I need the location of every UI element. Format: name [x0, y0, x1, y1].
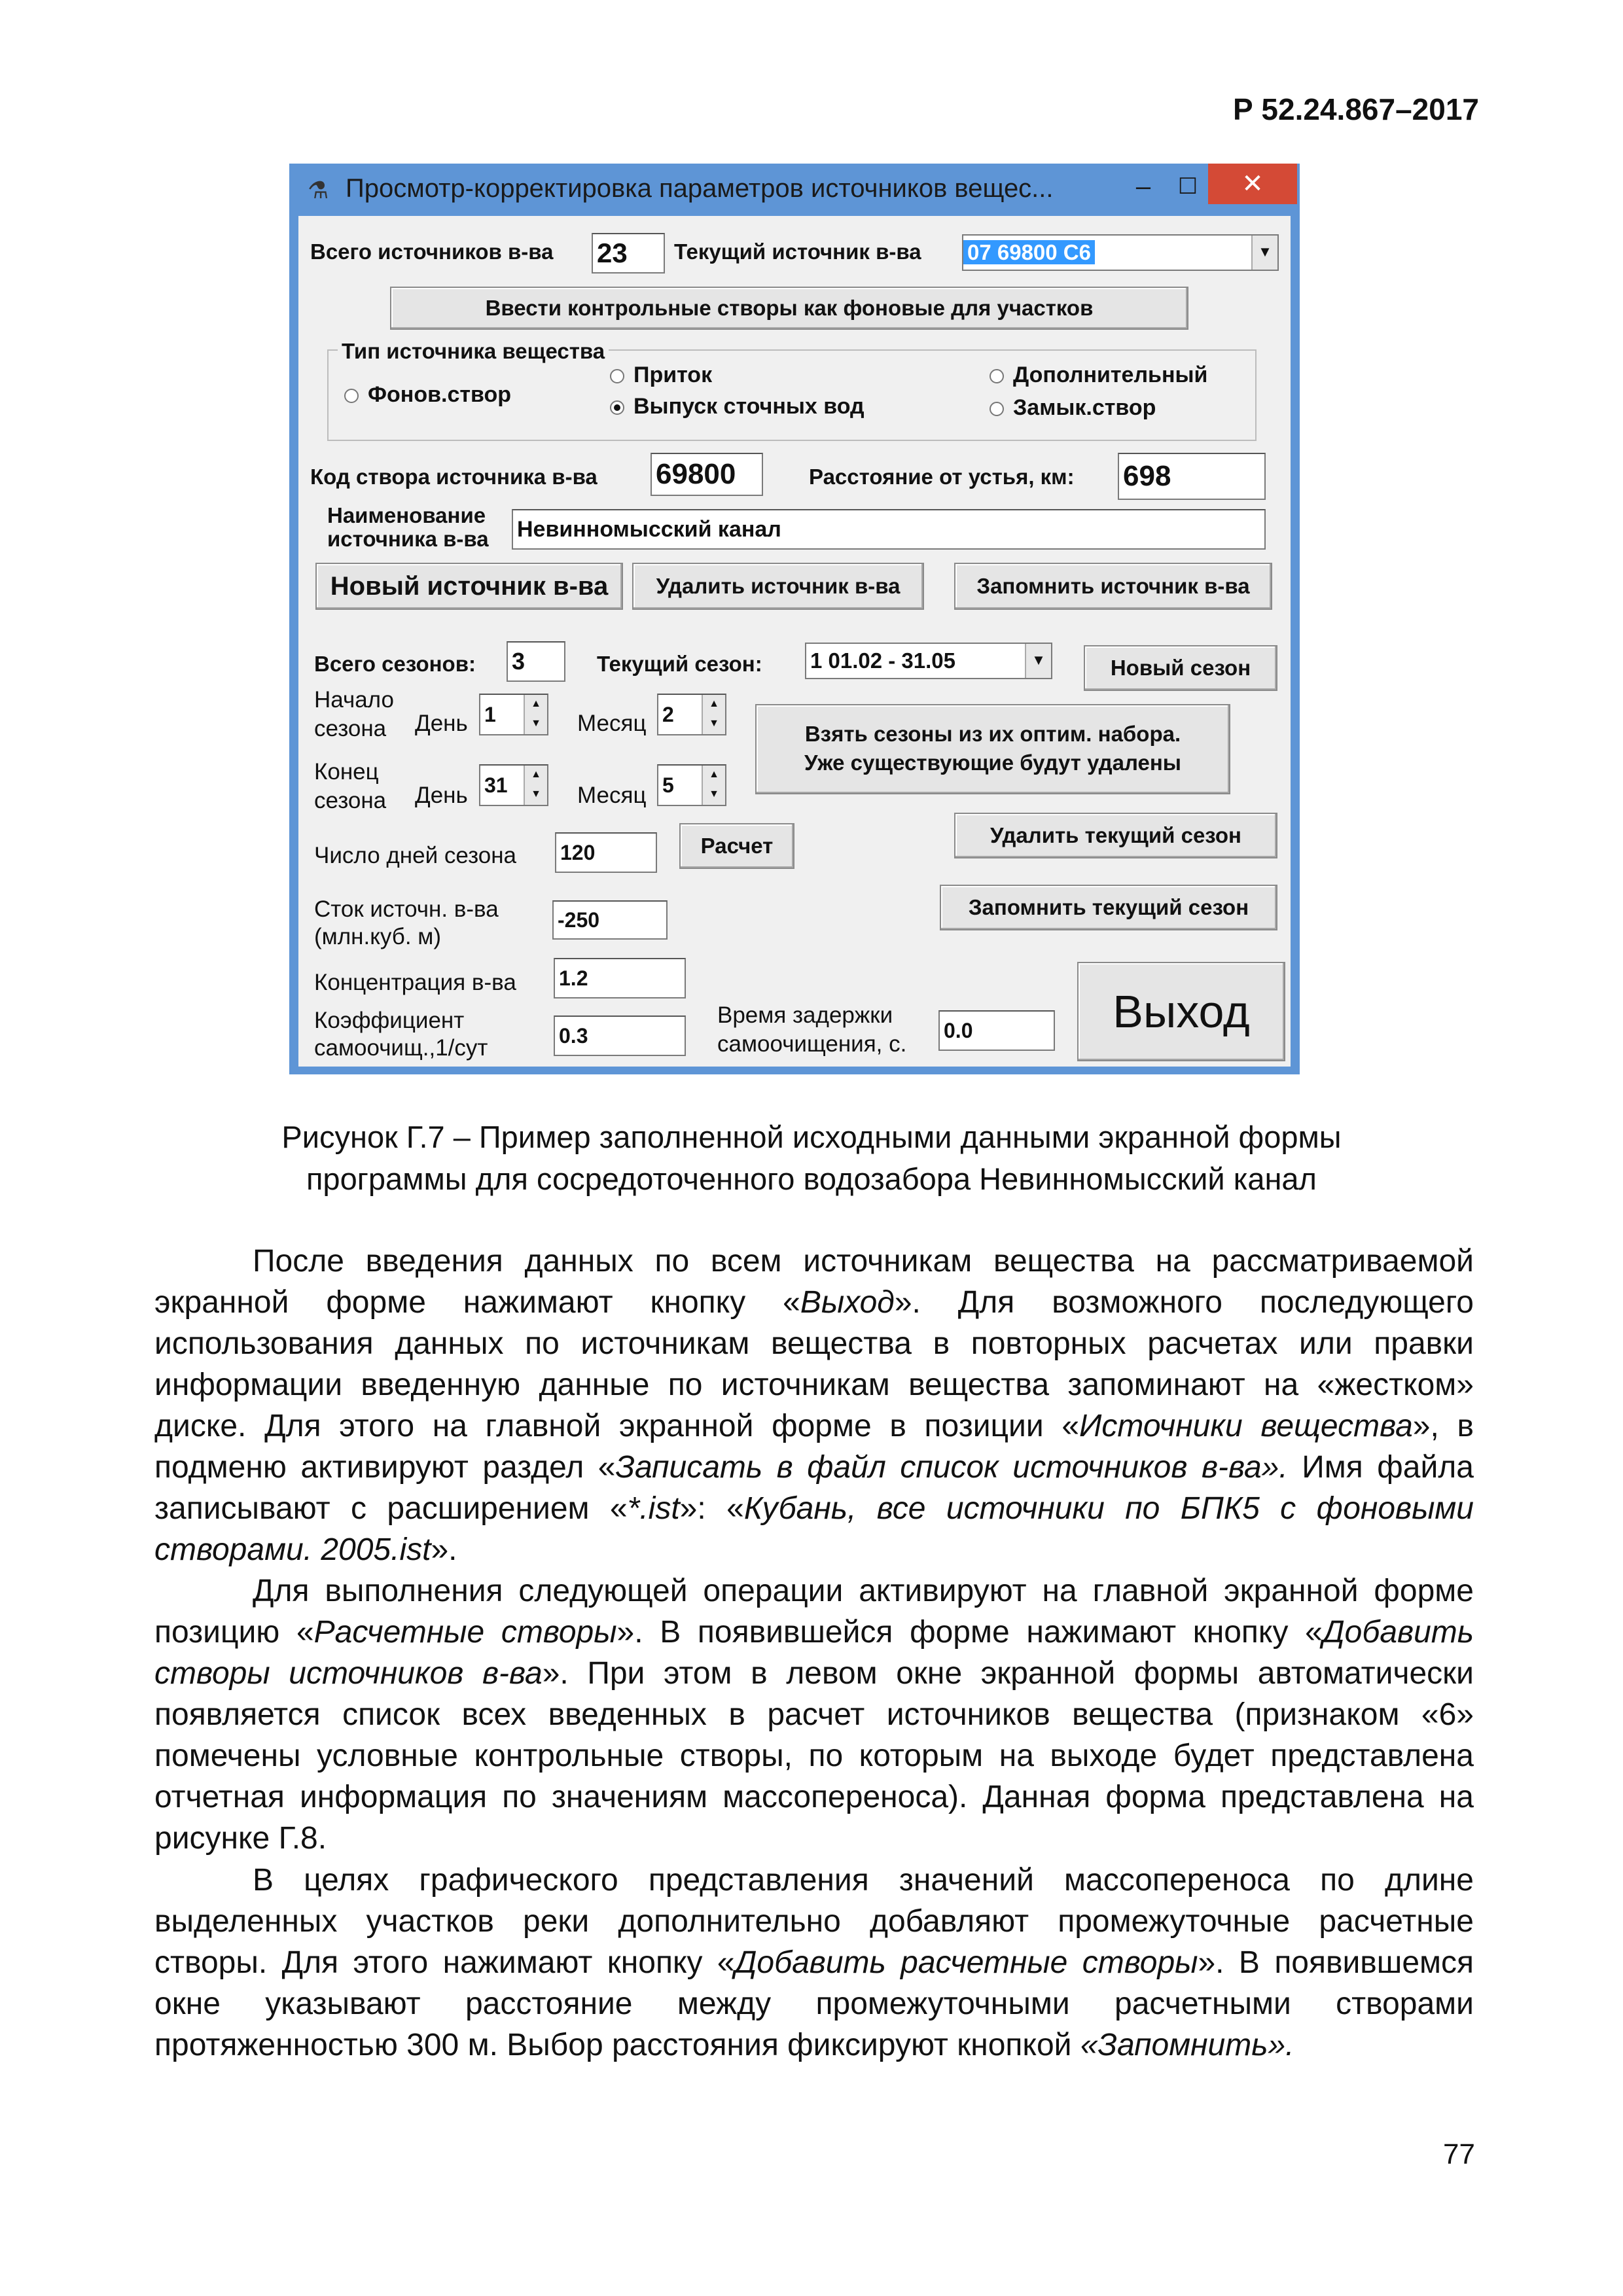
- distance-field[interactable]: 698: [1118, 453, 1266, 500]
- current-season-value: 1 01.02 - 31.05: [810, 648, 956, 673]
- radio-closing-label: Замык.створ: [1013, 395, 1156, 420]
- take-optimal-seasons-button[interactable]: [755, 704, 1230, 794]
- new-source-button[interactable]: Новый источник в-ва: [315, 563, 623, 610]
- total-seasons-field[interactable]: 3: [507, 641, 565, 682]
- take-seasons-line-1: Взять сезоны из их оптим. набора.: [804, 722, 1181, 746]
- total-sources-field[interactable]: 23: [592, 233, 665, 274]
- concentration-label: Концентрация в-ва: [314, 970, 516, 995]
- chevron-down-icon[interactable]: ▼: [1251, 236, 1277, 270]
- season-start-label-1: Начало: [314, 687, 394, 713]
- current-source-select[interactable]: [962, 234, 1279, 271]
- end-day-label: День: [415, 783, 468, 808]
- page-number: 77: [1443, 2138, 1475, 2170]
- total-sources-label: Всего источников в-ва: [310, 239, 554, 264]
- end-day-spinner[interactable]: [479, 764, 548, 806]
- start-month-spinner[interactable]: [657, 694, 726, 735]
- spin-arrows-icon[interactable]: ▲ ▼: [702, 766, 725, 805]
- radio-circle-icon: [610, 369, 624, 383]
- runoff-label-2: (млн.куб. м): [314, 924, 442, 949]
- radio-wastewater[interactable]: [610, 394, 865, 419]
- figure-caption-line-2: программы для сосредоточенного водозабора Невинномысский канал: [306, 1161, 1317, 1196]
- form-client-area: [298, 216, 1291, 1067]
- radio-circle-icon: [990, 402, 1004, 416]
- radio-tributary[interactable]: [610, 362, 712, 388]
- radio-circle-icon: [990, 369, 1004, 383]
- radio-circle-icon: [344, 389, 359, 403]
- start-day-spinner[interactable]: [479, 694, 548, 735]
- figure-caption-line-1: Рисунок Г.7 – Пример заполненной исходными данными экранной формы: [281, 1120, 1342, 1154]
- dialog-window: [289, 164, 1300, 1074]
- maximize-button[interactable]: ☐: [1177, 174, 1198, 199]
- save-season-button[interactable]: Запомнить текущий сезон: [940, 885, 1277, 930]
- save-source-button[interactable]: Запомнить источник в-ва: [954, 563, 1272, 610]
- exit-button[interactable]: Выход: [1077, 962, 1285, 1061]
- end-month-value: 5: [662, 773, 674, 797]
- days-count-field[interactable]: 120: [555, 832, 657, 873]
- radio-selected-icon: [610, 400, 624, 415]
- minimize-button[interactable]: –: [1135, 172, 1151, 201]
- radio-wastewater-label: Выпуск сточных вод: [633, 394, 865, 419]
- spin-arrows-icon[interactable]: ▲ ▼: [524, 766, 547, 805]
- total-seasons-label: Всего сезонов:: [314, 652, 476, 676]
- window-title: Просмотр-корректировка параметров источников вещес...: [346, 174, 1054, 203]
- chevron-down-icon[interactable]: ▼: [1025, 644, 1051, 678]
- calc-button[interactable]: Расчет: [679, 823, 794, 869]
- paragraph-3: В целях графического представления значений массопереноса по длине выделенных участков реки дополнительно добавляют промежуточные расчетные створы. Для этого нажимают кнопку «Добавить расчетные створы». В появившемся окне указывают расстояние между промежуточными расчетными створами протяженностью 300 м. Выбор расстояния фиксируют кнопкой «Запомнить».: [154, 1863, 1474, 2062]
- start-month-value: 2: [662, 703, 674, 726]
- end-day-value: 31: [484, 773, 508, 797]
- enter-control-sections-button[interactable]: Ввести контрольные створы как фоновые для участков: [390, 287, 1188, 330]
- current-season-label: Текущий сезон:: [597, 652, 762, 676]
- source-name-label-2: источника в-ва: [327, 527, 489, 551]
- section-code-label: Код створа источника в-ва: [310, 465, 597, 489]
- coef-label-2: самоочищ.,1/сут: [314, 1035, 488, 1061]
- close-button[interactable]: ✕: [1208, 164, 1297, 204]
- section-code-field[interactable]: 69800: [651, 453, 763, 496]
- radio-background-section[interactable]: [344, 382, 511, 408]
- radio-additional-label: Дополнительный: [1013, 362, 1208, 387]
- end-month-label: Месяц: [577, 783, 647, 808]
- delay-label-1: Время задержки: [717, 1002, 893, 1028]
- current-source-value: 07 69800 С6: [963, 240, 1095, 264]
- season-end-label-1: Конец: [314, 759, 379, 785]
- season-end-label-2: сезона: [314, 788, 387, 813]
- start-month-label: Месяц: [577, 711, 647, 736]
- delete-source-button[interactable]: Удалить источник в-ва: [632, 563, 924, 610]
- start-day-label: День: [415, 711, 468, 736]
- source-name-label-1: Наименование: [327, 503, 486, 527]
- distance-label: Расстояние от устья, км:: [809, 465, 1075, 489]
- current-season-select[interactable]: [805, 643, 1052, 679]
- source-name-field[interactable]: Невинномысский канал: [512, 509, 1266, 550]
- runoff-label-1: Сток источн. в-ва: [314, 896, 499, 922]
- runoff-field[interactable]: -250: [552, 900, 668, 940]
- take-seasons-line-2: Уже существующие будут удалены: [804, 751, 1181, 775]
- radio-background-label: Фонов.створ: [368, 382, 511, 407]
- season-start-label-2: сезона: [314, 716, 387, 741]
- coef-label-1: Коэффициент: [314, 1008, 465, 1033]
- title-bar: [289, 164, 1300, 213]
- concentration-field[interactable]: 1.2: [554, 958, 686, 998]
- end-month-spinner[interactable]: [657, 764, 726, 806]
- spin-arrows-icon[interactable]: ▲ ▼: [524, 695, 547, 734]
- start-day-value: 1: [484, 703, 496, 726]
- current-source-label: Текущий источник в-ва: [674, 239, 921, 264]
- delay-field[interactable]: 0.0: [938, 1010, 1055, 1051]
- radio-additional[interactable]: [990, 362, 1207, 388]
- source-type-group-label: Тип источника вещества: [338, 339, 609, 364]
- radio-tributary-label: Приток: [633, 362, 713, 387]
- new-season-button[interactable]: Новый сезон: [1084, 645, 1277, 691]
- delay-label-2: самоочищения, с.: [717, 1031, 907, 1057]
- document-code: Р 52.24.867–2017: [1232, 92, 1479, 126]
- days-count-label: Число дней сезона: [314, 843, 516, 868]
- delete-season-button[interactable]: Удалить текущий сезон: [954, 813, 1277, 858]
- radio-closing-section[interactable]: [990, 395, 1156, 421]
- app-flask-icon: ⚗: [308, 177, 329, 203]
- paragraph-1: После введения данных по всем источникам вещества на рассматриваемой экранной форме нажимают кнопку «Выход». Для возможного последующего использования данных по источникам вещества в повторных расчетах или правки информации введенную данные по источникам вещества запоминают на «жестком» диске. Для этого на главной экранной форме в позиции «Источники вещества», в подменю активируют раздел «Записать в файл список источников в-ва». Имя файла записывают с расширением «*.ist»: «Кубань, все источники по БПК5 с фоновыми створами. 2005.ist».: [154, 1244, 1474, 1567]
- spin-arrows-icon[interactable]: ▲ ▼: [702, 695, 725, 734]
- coef-field[interactable]: 0.3: [554, 1016, 686, 1056]
- paragraph-2: Для выполнения следующей операции активируют на главной экранной форме позицию «Расчетные створы». В появившейся форме нажимают кнопку «Добавить створы источников в-ва». При этом в левом окне экранной формы автоматически появляется список всех введенных в расчет источников вещества (признаком «6» помечены условные контрольные створы, по которым на выходе будет представлена отчетная информация по значениям массопереноса). Данная форма представлена на рисунке Г.8.: [154, 1574, 1474, 1856]
